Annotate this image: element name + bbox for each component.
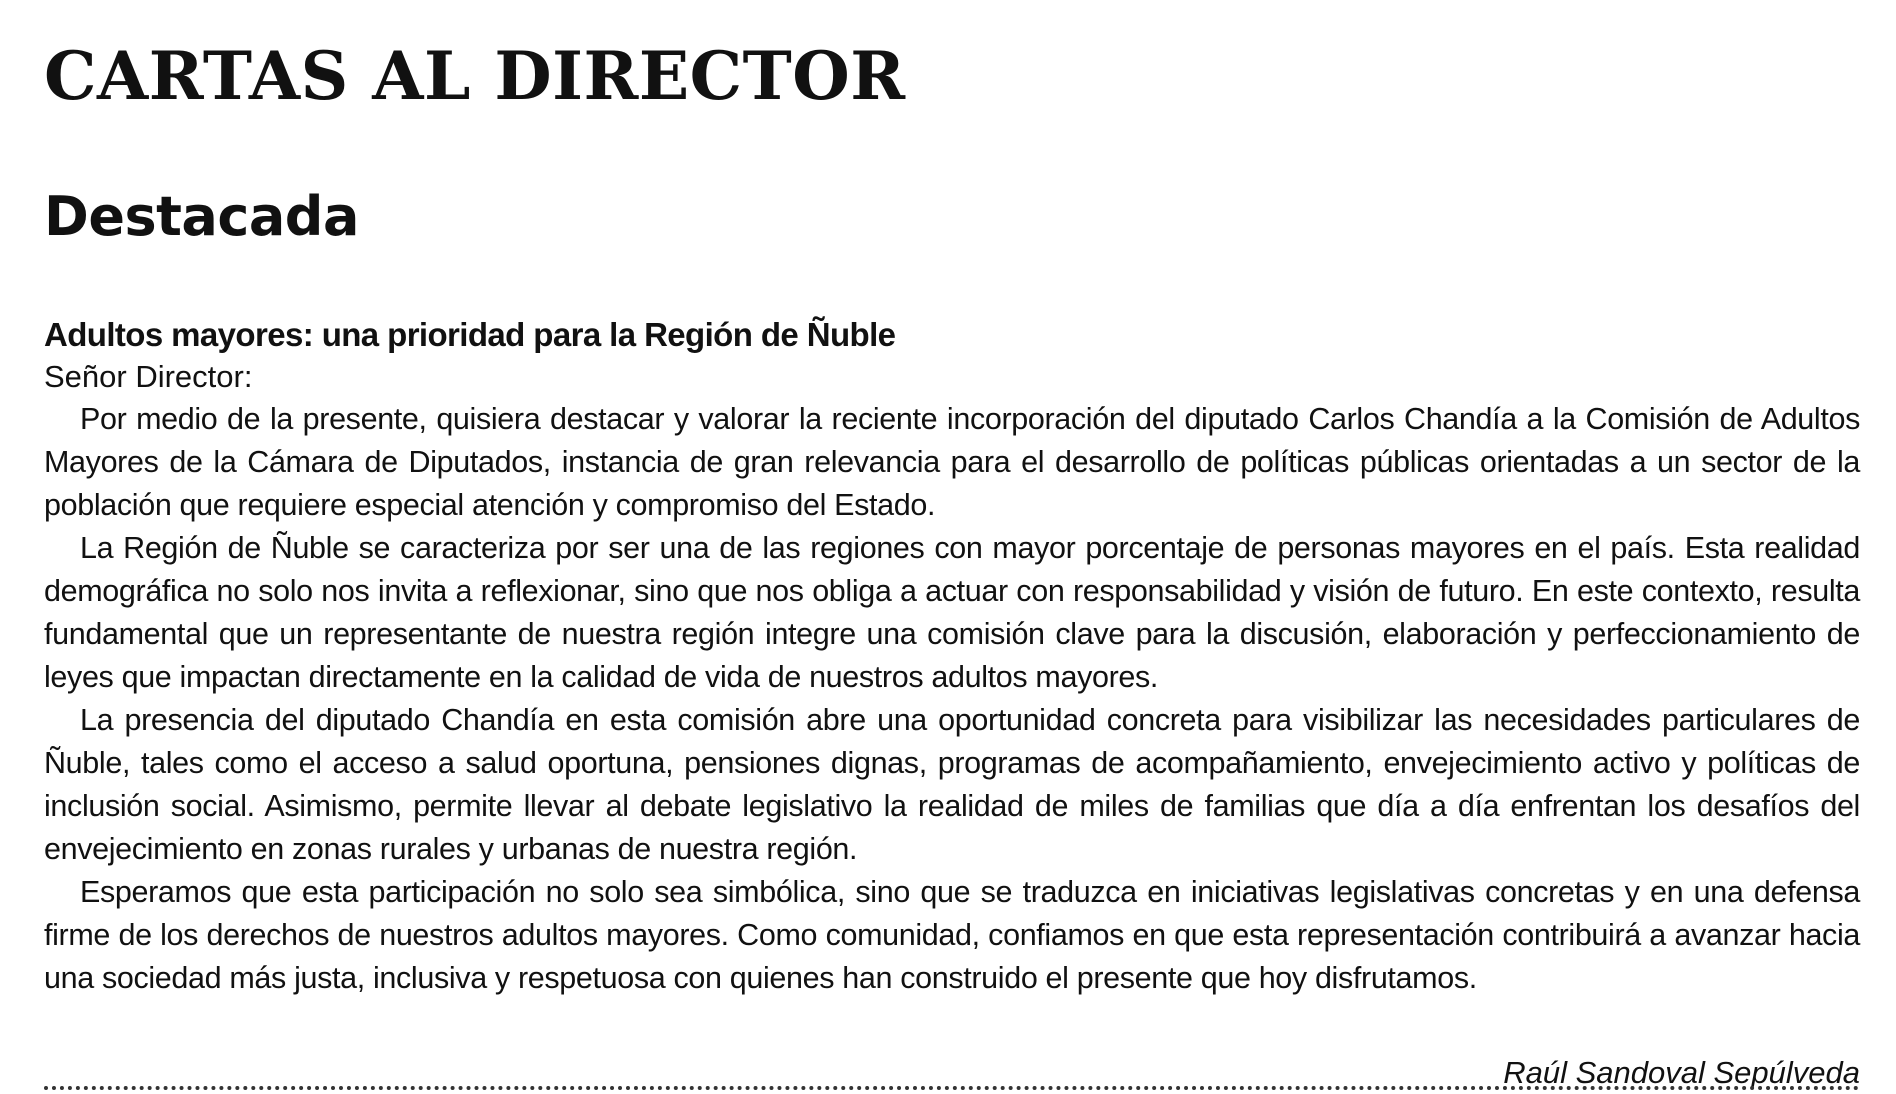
letter-paragraph-1: Por medio de la presente, quisiera destacar y valorar la reciente incorporación del diputado Carlos Chandía a la Comisión de Adultos Mayores de la Cámara de Diputados, instancia de gran relevancia para el desarrollo de políticas públicas orientadas a un sector de la población que requiere especial atención y compromiso del Estado. (44, 402, 1860, 522)
letter-title: Adultos mayores: una prioridad para la Región de Ñuble (44, 316, 896, 353)
featured-letter (44, 314, 1860, 1094)
letter-paragraph-3: La presencia del diputado Chandía en esta comisión abre una oportunidad concreta para visibilizar las necesidades particulares de Ñuble, tales como el acceso a salud oportuna, pensiones dignas, programas de acompañamiento, envejecimiento activo y políticas de inclusión social. Asimismo, permite llevar al debate legislativo la realidad de miles de familias que día a día enfrentan los desafíos del envejecimiento en zonas rurales y urbanas de nuestra región. (44, 703, 1860, 866)
featured-heading: Destacada (44, 185, 359, 248)
bottom-divider (44, 1086, 1860, 1090)
letter-signature: Raúl Sandoval Sepúlveda (1503, 1055, 1860, 1090)
letter-salutation: Señor Director: (44, 359, 253, 394)
section-title: CARTAS AL DIRECTOR (44, 37, 906, 115)
letters-page (44, 34, 1860, 1094)
letter-paragraph-2: La Región de Ñuble se caracteriza por ser una de las regiones con mayor porcentaje de personas mayores en el país. Esta realidad demográfica no solo nos invita a reflexionar, sino que nos obliga a actuar con responsabilidad y visión de futuro. En este contexto, resulta fundamental que un representante de nuestra región integre una comisión clave para la discusión, elaboración y perfeccionamiento de leyes que impactan directamente en la calidad de vida de nuestros adultos mayores. (44, 531, 1860, 694)
letter-paragraph-4: Esperamos que esta participación no solo sea simbólica, sino que se traduzca en iniciativas legislativas concretas y en una defensa firme de los derechos de nuestros adultos mayores. Como comunidad, confiamos en que esta representación contribuirá a avanzar hacia una sociedad más justa, inclusiva y respetuosa con quienes han construido el presente que hoy disfrutamos. (44, 875, 1860, 995)
